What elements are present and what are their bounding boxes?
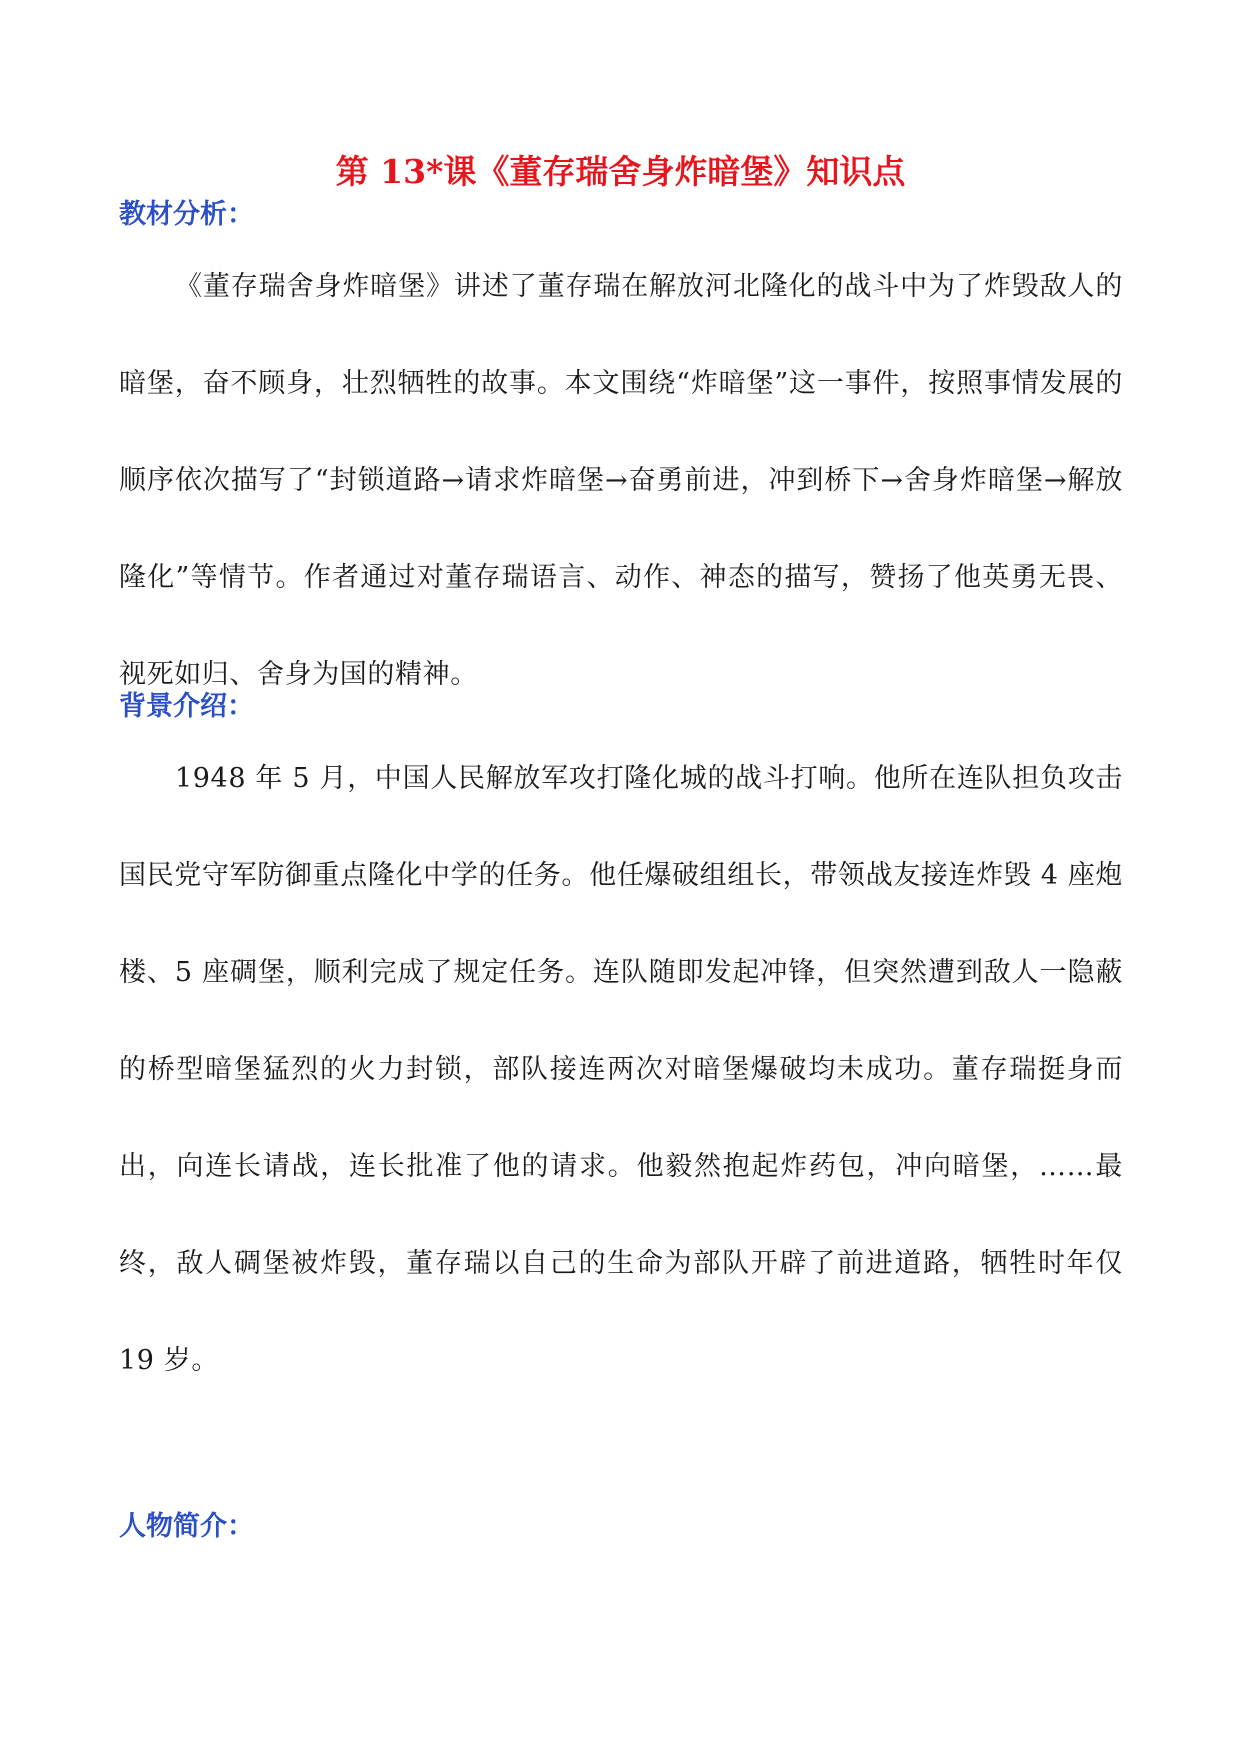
section-body-background: 1948 年 5 月，中国人民解放军攻打隆化城的战斗打响。他所在连队担负攻击国民党守军防御重点隆化中学的任务。他任爆破组组长，带领战友接连炸毁 4 座炮楼、5 座碉堡，顺利完成了规定任务。连队随即发起冲锋，但突然遭到敌人一隐蔽的桥型暗堡猛烈的火力封锁，部队接连两次对暗堡爆破均未成功。董存瑞挺身而出，向连长请战，连长批准了他的请求。他毅然抱起炸药包，冲向暗堡，……最终，敌人碉堡被炸毁，董存瑞以自己的生命为部队开辟了前进道路，牺牲时年仅 19 岁。 <box>119 763 1123 1376</box>
page-title: 第 13*课《董存瑞舍身炸暗堡》知识点 <box>335 152 906 192</box>
section-heading-textbook-analysis: 教材分析： <box>119 199 254 230</box>
section-heading-character-profile: 人物简介： <box>119 1511 254 1542</box>
section-body-textbook-analysis: 《董存瑞舍身炸暗堡》讲述了董存瑞在解放河北隆化的战斗中为了炸毁敌人的暗堡，奋不顾身，壮烈牺牲的故事。本文围绕“炸暗堡”这一事件，按照事情发展的顺序依次描写了“封锁道路→请求炸暗堡→奋勇前进，冲到桥下→舍身炸暗堡→解放隆化”等情节。作者通过对董存瑞语言、动作、神态的描写，赞扬了他英勇无畏、视死如归、舍身为国的精神。 <box>119 271 1123 690</box>
section-heading-background: 背景介绍： <box>119 691 254 722</box>
